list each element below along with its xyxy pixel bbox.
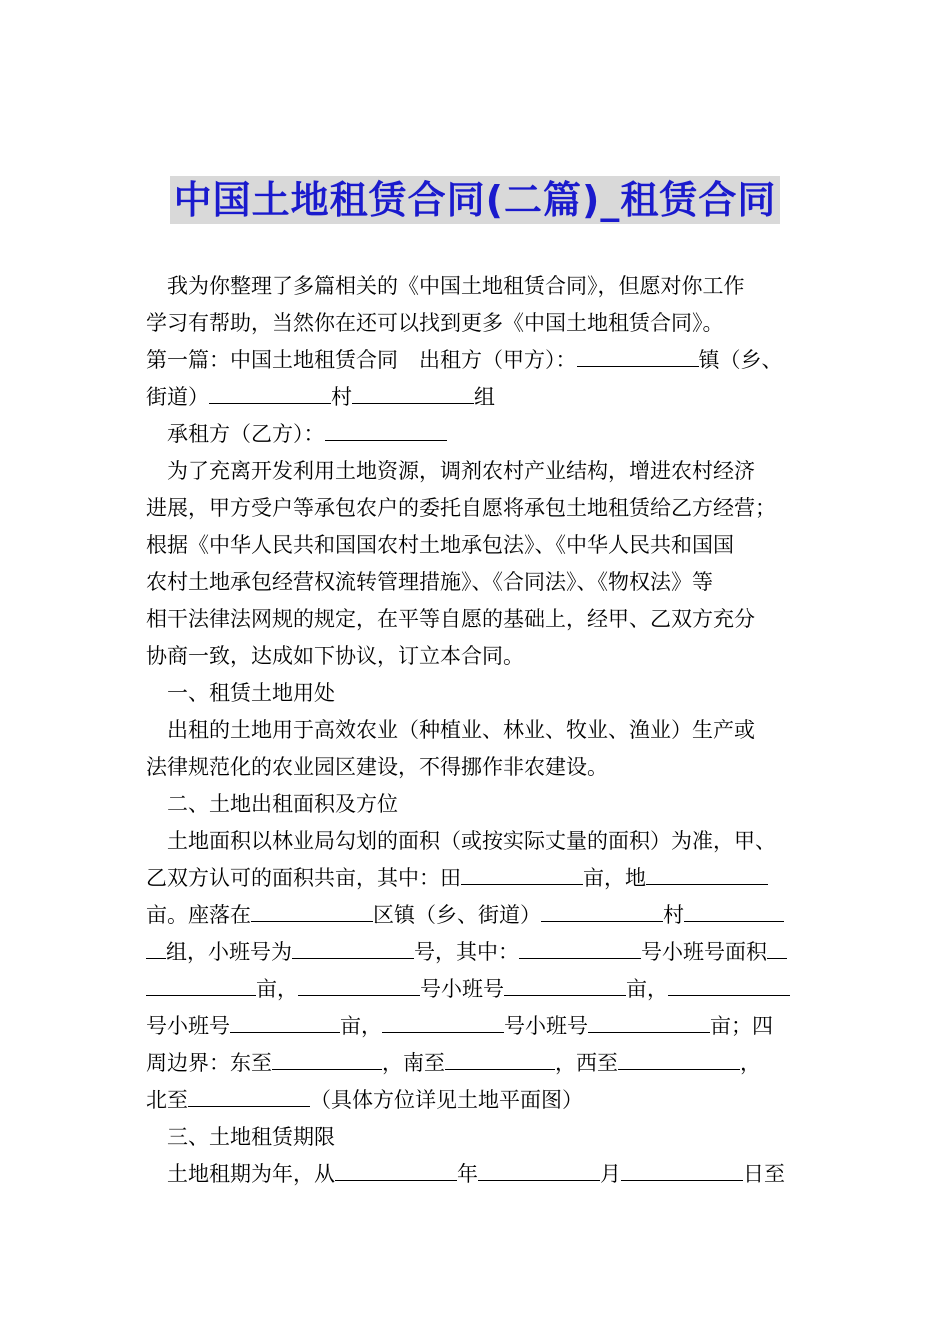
text-segment: 区镇（乡、街道） bbox=[373, 903, 541, 927]
paragraph-line bbox=[146, 1008, 826, 1045]
blank-field-month bbox=[478, 1156, 600, 1181]
text-segment: 镇（乡、 bbox=[698, 348, 783, 372]
text-segment: 亩， bbox=[626, 977, 668, 1001]
blank-field bbox=[230, 1008, 340, 1033]
paragraph-line: 我为你整理了多篇相关的《中国土地租赁合同》，但愿对你工作 bbox=[167, 274, 745, 298]
blank-field bbox=[541, 897, 663, 922]
document-body bbox=[146, 268, 826, 1193]
blank-field bbox=[519, 934, 641, 959]
section-heading: 一、租赁土地用处 bbox=[167, 681, 335, 705]
paragraph-line bbox=[146, 897, 826, 934]
text-segment: 北至 bbox=[146, 1088, 188, 1112]
paragraph-line bbox=[146, 379, 826, 416]
paragraph-line: 根据《中华人民共和国国农村土地承包法》、《中华人民共和国国 bbox=[146, 533, 734, 557]
blank-field bbox=[146, 971, 256, 996]
paragraph-line bbox=[146, 342, 826, 379]
blank-field-west bbox=[618, 1045, 740, 1070]
text-segment: 村 bbox=[663, 903, 684, 927]
text-segment: 号小班号 bbox=[504, 1014, 588, 1038]
text-segment: 承租方（乙方）： bbox=[167, 422, 325, 446]
blank-field-lessee bbox=[325, 416, 447, 441]
blank-field bbox=[767, 934, 787, 959]
blank-field bbox=[382, 1008, 504, 1033]
blank-field bbox=[292, 934, 414, 959]
paragraph-line bbox=[146, 971, 826, 1008]
paragraph-line: 学习有帮助，当然你在还可以找到更多《中国土地租赁合同》。 bbox=[146, 311, 724, 335]
text-segment: ，南至 bbox=[382, 1051, 445, 1075]
text-segment: 组，小班号为 bbox=[166, 940, 292, 964]
text-segment: 街道） bbox=[146, 385, 209, 409]
section-heading: 二、土地出租面积及方位 bbox=[167, 792, 398, 816]
paragraph-line: 协商一致，达成如下协议，订立本合同。 bbox=[146, 644, 524, 668]
blank-field-north bbox=[188, 1082, 310, 1107]
text-segment: 年 bbox=[457, 1162, 478, 1186]
document-title: 中国土地租赁合同(二篇)_租赁合同 bbox=[170, 176, 781, 224]
blank-field bbox=[684, 897, 784, 922]
paragraph-line: 相干法律法网规的规定，在平等自愿的基础上，经甲、乙双方充分 bbox=[146, 607, 755, 631]
blank-field-south bbox=[445, 1045, 555, 1070]
paragraph-line: 进展，甲方受户等承包农户的委托自愿将承包土地租赁给乙方经营； bbox=[146, 496, 776, 520]
text-segment: 亩， bbox=[256, 977, 298, 1001]
text-segment: 土地租期为年，从 bbox=[167, 1162, 335, 1186]
text-segment: （具体方位详见土地平面图） bbox=[310, 1088, 583, 1112]
blank-field bbox=[298, 971, 420, 996]
blank-field bbox=[668, 971, 790, 996]
text-segment: 亩。座落在 bbox=[146, 903, 251, 927]
blank-field bbox=[504, 971, 626, 996]
blank-field-town bbox=[577, 342, 699, 367]
blank-field-year bbox=[335, 1156, 457, 1181]
blank-field-village bbox=[352, 379, 474, 404]
paragraph-line: 出租的土地用于高效农业（种植业、林业、牧业、渔业）生产或 bbox=[167, 718, 755, 742]
text-segment: ，西至 bbox=[555, 1051, 618, 1075]
paragraph-line bbox=[146, 1156, 826, 1193]
paragraph-line bbox=[146, 416, 826, 453]
section-heading: 三、土地租赁期限 bbox=[167, 1125, 335, 1149]
text-segment: 号小班号 bbox=[420, 977, 504, 1001]
text-segment: 号，其中： bbox=[414, 940, 519, 964]
blank-field-street bbox=[209, 379, 331, 404]
text-segment: 月 bbox=[600, 1162, 621, 1186]
text-segment: 亩，地 bbox=[583, 866, 646, 890]
text-segment: ， bbox=[740, 1051, 761, 1075]
blank-field bbox=[146, 934, 166, 959]
text-segment: 号小班号 bbox=[146, 1014, 230, 1038]
title-wrap bbox=[0, 176, 950, 224]
paragraph-line bbox=[146, 934, 826, 971]
paragraph-line: 为了充离开发利用土地资源，调剂农村产业结构，增进农村经济 bbox=[167, 459, 755, 483]
text-segment: 组 bbox=[474, 385, 495, 409]
paragraph-line: 土地面积以林业局勾划的面积（或按实际丈量的面积）为准，甲、 bbox=[167, 829, 776, 853]
text-segment: 亩；四 bbox=[710, 1014, 773, 1038]
blank-field-day bbox=[621, 1156, 743, 1181]
text-segment: 号小班号面积 bbox=[641, 940, 767, 964]
blank-field bbox=[588, 1008, 710, 1033]
paragraph-line bbox=[146, 1082, 826, 1119]
text-segment: 乙双方认可的面积共亩，其中：田 bbox=[146, 866, 461, 890]
blank-field bbox=[646, 860, 768, 885]
paragraph-line: 农村土地承包经营权流转管理措施》、《合同法》、《物权法》等 bbox=[146, 570, 713, 594]
text-segment: 周边界：东至 bbox=[146, 1051, 272, 1075]
paragraph-line: 法律规范化的农业园区建设，不得挪作非农建设。 bbox=[146, 755, 608, 779]
text-segment: 日至 bbox=[743, 1162, 785, 1186]
text-segment: 村 bbox=[331, 385, 352, 409]
blank-field-east bbox=[272, 1045, 382, 1070]
paragraph-line bbox=[146, 1045, 826, 1082]
text-segment: 亩， bbox=[340, 1014, 382, 1038]
paragraph-line bbox=[146, 860, 826, 897]
blank-field bbox=[251, 897, 373, 922]
text-segment: 第一篇：中国土地租赁合同 出租方（甲方）： bbox=[146, 348, 577, 372]
blank-field bbox=[461, 860, 583, 885]
